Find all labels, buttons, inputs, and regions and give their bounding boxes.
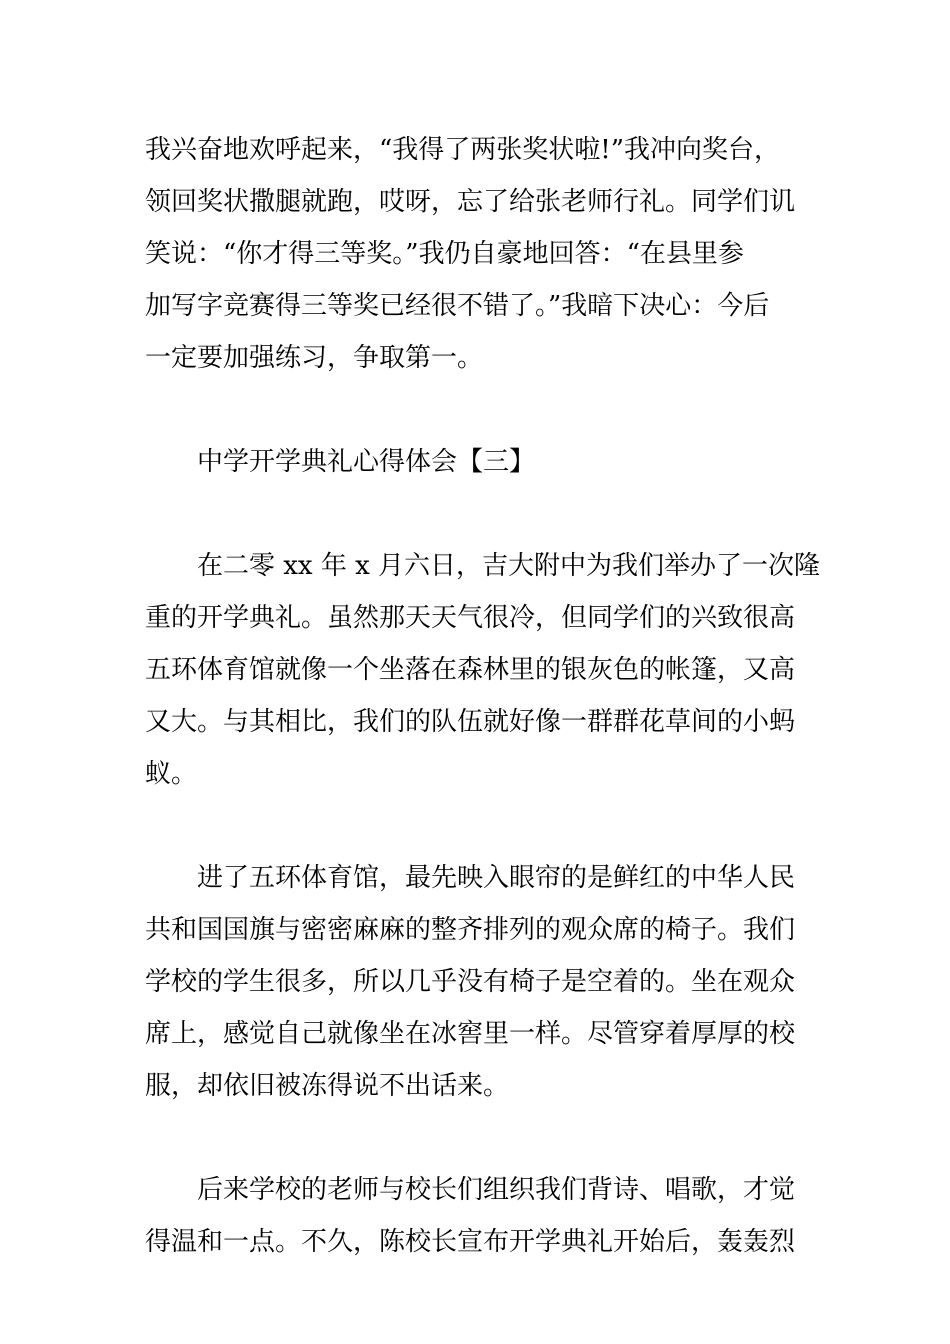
paragraph-2 <box>145 540 821 800</box>
text-line: 我兴奋地欢呼起来，“我得了两张奖状啦!”我冲向奖台， <box>145 135 781 165</box>
text-line: 五环体育馆就像一个坐落在森林里的银灰色的帐篷，又高 <box>145 655 796 685</box>
paragraph-gap <box>145 800 807 852</box>
paragraph-gap <box>145 1112 807 1164</box>
paragraph-4 <box>145 1164 807 1268</box>
paragraph-gap <box>145 384 807 436</box>
text-line: 又大。与其相比，我们的队伍就好像一群群花草间的小蚂 <box>145 707 796 737</box>
text-line: 进了五环体育馆，最先映入眼帘的是鲜红的中华人民 <box>197 863 796 893</box>
text-line: 一定要加强练习，争取第一。 <box>145 343 484 373</box>
text-line: 后来学校的老师与校长们组织我们背诗、唱歌，才觉 <box>197 1175 796 1205</box>
text-line: 领回奖状撒腿就跑，哎呀，忘了给张老师行礼。同学们讥 <box>145 187 796 217</box>
paragraph-3 <box>145 852 807 1112</box>
text-line: 笑说：“你才得三等奖。”我仍自豪地回答：“在县里参 <box>145 239 744 269</box>
document-page <box>145 124 821 1268</box>
text-line: 学校的学生很多，所以几乎没有椅子是空着的。坐在观众 <box>145 967 796 997</box>
text-line: 加写字竞赛得三等奖已经很不错了。”我暗下决心：今后 <box>145 291 770 321</box>
text-line: 得温和一点。不久，陈校长宣布开学典礼开始后，轰轰烈 <box>145 1227 796 1257</box>
heading-text: 中学开学典礼心得体会【三】 <box>197 447 536 477</box>
text-line: 席上，感觉自己就像坐在冰窖里一样。尽管穿着厚厚的校 <box>145 1019 796 1049</box>
paragraph-1 <box>145 124 807 384</box>
text-line: 服，却依旧被冻得说不出话来。 <box>145 1071 510 1101</box>
text-line: 蚁。 <box>145 759 198 789</box>
text-line: 在二零 xx 年 x 月六日，吉大附中为我们举办了一次隆 <box>197 551 821 581</box>
text-line: 重的开学典礼。虽然那天天气很冷，但同学们的兴致很高 <box>145 603 796 633</box>
text-line: 共和国国旗与密密麻麻的整齐排列的观众席的椅子。我们 <box>145 915 796 945</box>
paragraph-gap <box>145 488 807 540</box>
section-heading <box>145 436 807 488</box>
